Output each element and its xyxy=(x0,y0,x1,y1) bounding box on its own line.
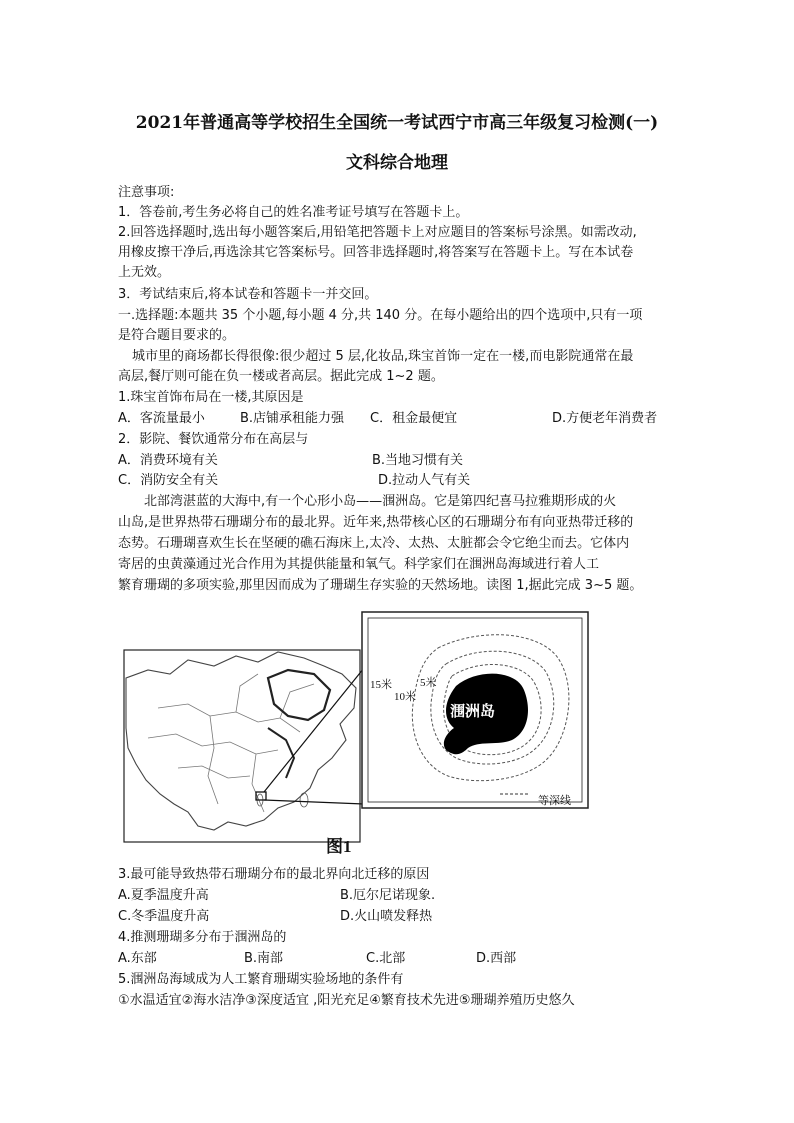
question-2-option-a: A．消费环境有关 xyxy=(118,453,218,468)
question-3-option-b: B.厄尔尼诺现象. xyxy=(340,888,436,903)
legend-label: 等深线 xyxy=(538,795,571,807)
question-2-option-d: D.拉动人气有关 xyxy=(378,473,471,488)
question-5-conditions: ①水温适宜②海水洁净③深度适宜 ,阳光充足④繁育技术先进⑤珊瑚养殖历史悠久 xyxy=(118,993,575,1008)
question-4-stem: 4.推测珊瑚多分布于涠洲岛的 xyxy=(118,930,287,945)
notice-item-3: 3．考试结束后,将本试卷和答题卡一并交回。 xyxy=(118,287,378,302)
question-1-option-a: A．客流量最小 xyxy=(118,411,205,426)
notice-heading: 注意事项: xyxy=(118,185,175,200)
question-1-option-b: B.店铺承租能力强 xyxy=(240,411,345,426)
depth-label-15m: 15米 xyxy=(370,679,392,691)
question-4-option-a: A.东部 xyxy=(118,951,157,966)
notice-item-2-line-2: 用橡皮擦干净后,再选涂其它答案标号。回答非选择题时,将答案写在答题卡上。写在本试卷 xyxy=(118,245,634,260)
passage-1-line-1: 城市里的商场都长得很像:很少超过 5 层,化妆品,珠宝首饰一定在一楼,而电影院通常在最 xyxy=(132,349,634,364)
question-3-option-c: C.冬季温度升高 xyxy=(118,909,210,924)
depth-label-5m: 5米 xyxy=(420,677,437,689)
passage-2-line-1: 北部湾湛蓝的大海中,有一个心形小岛——涠洲岛。它是第四纪喜马拉雅期形成的火 xyxy=(144,494,617,509)
notice-item-1: 1．答卷前,考生务必将自己的姓名准考证号填写在答题卡上。 xyxy=(118,205,469,220)
passage-2-line-3: 态势。石珊瑚喜欢生长在坚硬的礁石海床上,太冷、太热、太脏都会令它绝尘而去。它体内 xyxy=(118,536,630,551)
section-instructions-line-1: 一.选择题:本题共 35 个小题,每小题 4 分,共 140 分。在每小题给出的四个选项中,只有一项 xyxy=(118,308,643,323)
figure-1 xyxy=(118,608,594,860)
depth-label-10m: 10米 xyxy=(394,691,416,703)
passage-2-line-2: 山岛,是世界热带石珊瑚分布的最北界。近年来,热带核心区的石珊瑚分布有向亚热带迁移的 xyxy=(118,515,634,530)
notice-item-2-line-3: 上无效。 xyxy=(118,265,171,280)
figure-caption: 图1 xyxy=(326,837,352,856)
question-1-option-d: D.方便老年消费者 xyxy=(552,411,658,426)
passage-1-line-2: 高层,餐厅则可能在负一楼或者高层。据此完成 1~2 题。 xyxy=(118,369,444,384)
notice-item-2-line-1: 2.回答选择题时,选出每小题答案后,用铅笔把答题卡上对应题目的答案标号涂黑。如需改动, xyxy=(118,225,637,240)
question-3-option-d: D.火山喷发释热 xyxy=(340,909,433,924)
china-map xyxy=(124,650,364,842)
island-label: 涠洲岛 xyxy=(450,704,496,720)
question-4-option-b: B.南部 xyxy=(244,951,284,966)
question-1-option-c: C．租金最便宜 xyxy=(370,411,458,426)
question-4-option-d: D.西部 xyxy=(476,951,517,966)
exam-subtitle: 文科综合地理 xyxy=(346,153,448,173)
question-2-stem: 2．影院、餐饮通常分布在高层与 xyxy=(118,432,309,447)
figure-1-map xyxy=(118,608,594,860)
question-3-option-a: A.夏季温度升高 xyxy=(118,888,209,903)
question-5-stem: 5.涠洲岛海域成为人工繁育珊瑚实验场地的条件有 xyxy=(118,972,404,987)
passage-2-line-5: 繁育珊瑚的多项实验,那里因而成为了珊瑚生存实验的天然场地。读图 1,据此完成 3~5 题。 xyxy=(118,578,643,593)
exam-title: 2021年普通高等学校招生全国统一考试西宁市高三年级复习检测(一) xyxy=(135,113,659,133)
passage-2-line-4: 寄居的虫黄藻通过光合作用为其提供能量和氧气。科学家们在涠洲岛海域进行着人工 xyxy=(118,557,600,572)
question-2-option-b: B.当地习惯有关 xyxy=(372,453,464,468)
question-4-option-c: C.北部 xyxy=(366,951,406,966)
section-instructions-line-2: 是符合题目要求的。 xyxy=(118,328,236,343)
question-2-option-c: C．消防安全有关 xyxy=(118,473,219,488)
question-1-stem: 1.珠宝首饰布局在一楼,其原因是 xyxy=(118,390,304,405)
question-3-stem: 3.最可能导致热带石珊瑚分布的最北界向北迁移的原因 xyxy=(118,867,430,882)
